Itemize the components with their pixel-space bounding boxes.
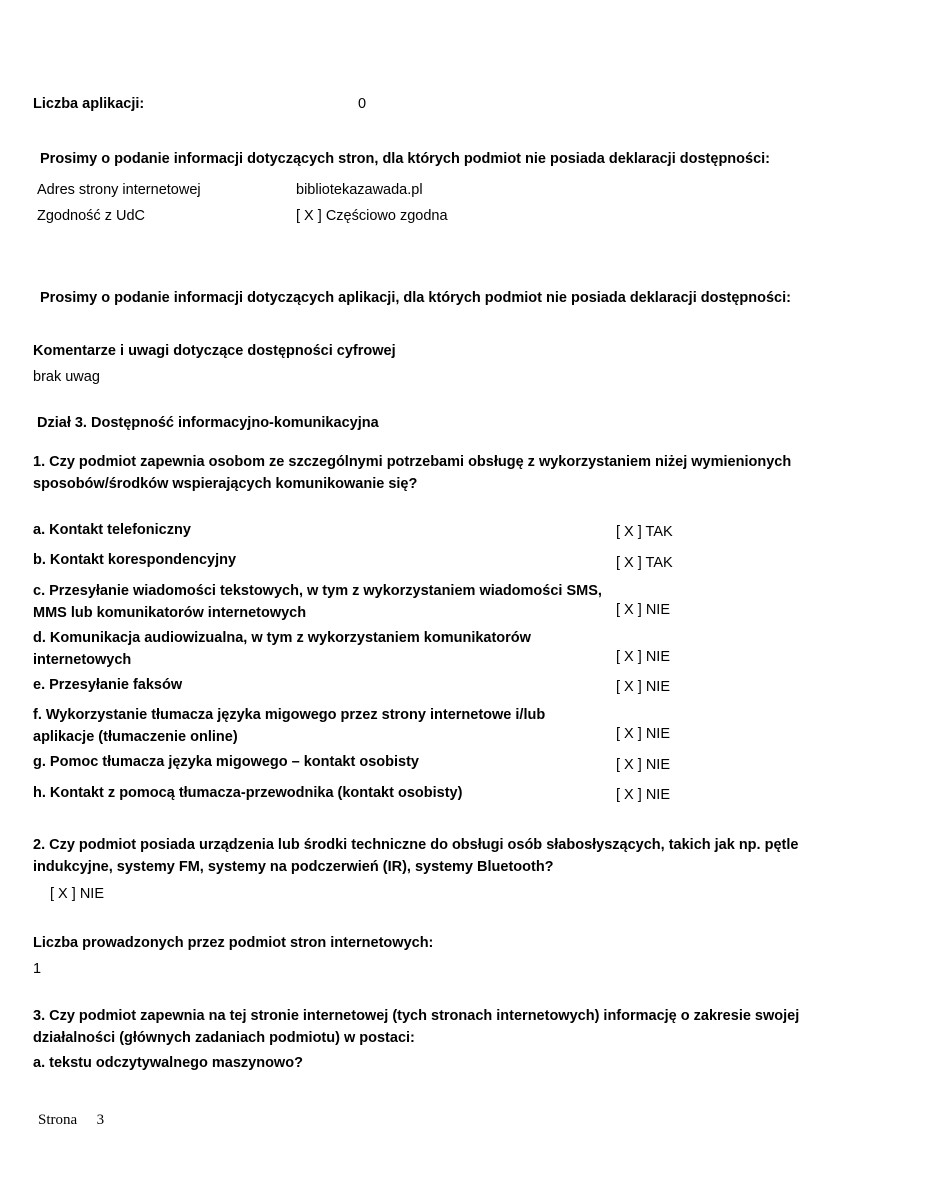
question-3-sub-a: a. tekstu odczytywalnego maszynowo?	[33, 1055, 303, 1071]
q1-item-answer: [ X ] NIE	[616, 679, 670, 695]
q1-item-label: h. Kontakt z pomocą tłumacza-przewodnika (kontakt osobisty)	[33, 785, 463, 801]
q1-item-label: f. Wykorzystanie tłumacza języka migowego przez strony internetowe i/lub aplikacje (tłumaczenie online)	[33, 707, 546, 745]
q1-item-label: b. Kontakt korespondencyjny	[33, 552, 237, 568]
comments-heading: Komentarze i uwagi dotyczące dostępności cyfrowej	[33, 343, 396, 359]
q1-item-answer: [ X ] TAK	[616, 524, 673, 540]
q1-item-label: e. Przesyłanie faksów	[33, 677, 183, 693]
compliance-value: [ X ] Częściowo zgodna	[296, 208, 448, 224]
page-number: 3	[96, 1112, 105, 1128]
page-footer	[38, 1112, 104, 1129]
websites-count-value: 1	[33, 961, 42, 977]
q1-item-answer: [ X ] NIE	[616, 649, 670, 665]
website-url-value: bibliotekazawada.pl	[296, 182, 423, 198]
q1-item-answer: [ X ] NIE	[616, 602, 670, 618]
apps-count-label: Liczba aplikacji:	[33, 96, 145, 112]
q2-answer: [ X ] NIE	[50, 886, 104, 902]
q1-item-answer: [ X ] NIE	[616, 787, 670, 803]
q1-item-label: c. Przesyłanie wiadomości tekstowych, w tym z wykorzystaniem wiadomości SMS, MMS lub komunikatorów internetowych	[33, 583, 602, 621]
q1-item-answer: [ X ] TAK	[616, 555, 673, 571]
apps-request-heading: Prosimy o podanie informacji dotyczących aplikacji, dla których podmiot nie posiada deklaracji dostępności:	[40, 290, 791, 306]
apps-count-value: 0	[358, 96, 367, 112]
q1-item-label: d. Komunikacja audiowizualna, w tym z wykorzystaniem komunikatorów internetowych	[33, 630, 531, 668]
question-1: 1. Czy podmiot zapewnia osobom ze szczególnymi potrzebami obsługę z wykorzystaniem niżej wymienionych sposobów/środków wspierających komunikowanie się?	[33, 454, 792, 492]
question-3: 3. Czy podmiot zapewnia na tej stronie internetowej (tych stronach internetowych) informację o zakresie swojej działalności (głównych zadaniach podmiotu) w postaci:	[33, 1008, 800, 1046]
comments-value: brak uwag	[33, 369, 100, 385]
q1-item-label: a. Kontakt telefoniczny	[33, 522, 191, 538]
website-url-label: Adres strony internetowej	[37, 182, 201, 198]
compliance-label: Zgodność z UdC	[37, 208, 145, 224]
websites-request-heading: Prosimy o podanie informacji dotyczących stron, dla których podmiot nie posiada deklaracji dostępności:	[40, 151, 770, 167]
websites-count-label: Liczba prowadzonych przez podmiot stron internetowych:	[33, 935, 434, 951]
question-2: 2. Czy podmiot posiada urządzenia lub środki techniczne do obsługi osób słabosłyszących, takich jak np. pętle indukcyjne, systemy FM, systemy na podczerwień (IR), systemy Bluetooth?	[33, 837, 799, 875]
page-label: Strona	[38, 1112, 78, 1128]
section-title: Dział 3. Dostępność informacyjno-komunikacyjna	[37, 415, 379, 431]
q1-item-label: g. Pomoc tłumacza języka migowego – kontakt osobisty	[33, 754, 419, 770]
q1-item-answer: [ X ] NIE	[616, 726, 670, 742]
q1-item-answer: [ X ] NIE	[616, 757, 670, 773]
